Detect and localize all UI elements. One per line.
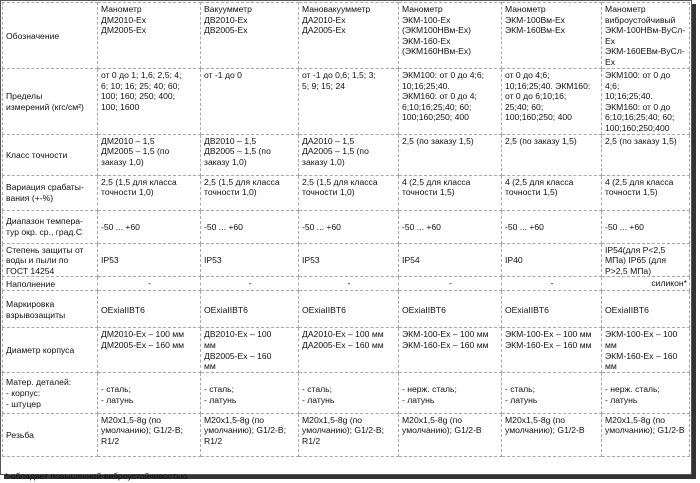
table-row <box>3 175 690 210</box>
table-cell: ЭКМ100: от 0 до 4;6; 10;16;25;40. ЭКМ160: от 0 до 4; 6;10;16;25;40; 60; 100;160;250; 400 <box>399 69 502 135</box>
table-cell: OExiaIIBT6 <box>399 291 502 328</box>
table-cell: ДМ2010-Ех – 100 мм ДМ2005-Ех – 160 мм <box>98 328 201 372</box>
table-cell: - сталь; - латунь <box>201 372 299 413</box>
table-row <box>3 328 690 372</box>
table-cell: -50 ... +60 <box>98 210 201 243</box>
table-row <box>3 413 690 456</box>
table-header-row <box>3 3 690 69</box>
table-cell: OExiaIIBT6 <box>602 291 690 328</box>
table-cell: от -1 до 0 <box>201 69 299 135</box>
table-cell: - нерж. сталь; - латунь <box>399 372 502 413</box>
table-cell: - <box>502 277 602 291</box>
table-cell: -50 ... +60 <box>502 210 602 243</box>
column-header-device: Манометр виброустойчивый ЭКМ-100НВм-ВуСл- Ех ЭКМ-160ЕВм-ВуСл- Ех <box>602 3 690 69</box>
table-cell: от 0 до 1; 1,6; 2,5; 4; 6; 10; 16; 25; 40; 60; 100; 160; 250; 400; 100; 1600 <box>98 69 201 135</box>
table-cell: 2,5 (по заказу 1,5) <box>399 134 502 175</box>
table-cell: OExiaIIBT6 <box>502 291 602 328</box>
table-cell: IP54 <box>399 243 502 277</box>
table-cell: M20x1,5-8g (по умолчанию); G1/2-B; R1/2 <box>98 413 201 456</box>
row-label: Пределы измерений (кгс/см²) <box>3 69 98 135</box>
table-cell: ДВ2010-Ех – 100 мм ДВ2005-Ех – 160 мм <box>201 328 299 372</box>
row-label: Резьба <box>3 413 98 456</box>
table-cell: ЭКМ-100-Ех – 100 мм ЭКМ-160-Ех – 160 мм <box>502 328 602 372</box>
table-cell: -50 ... +60 <box>602 210 690 243</box>
table-cell: M20x1,5-8g (по умолчанию); G1/2-B <box>602 413 690 456</box>
table-cell: ДМ2010 – 1,5 ДМ2005 – 1,5 (по заказу 1,0) <box>98 134 201 175</box>
row-label: Диапазон темпера- тур окр. ср., град.С <box>3 210 98 243</box>
row-label: Маркировка взрывозащиты <box>3 291 98 328</box>
table-cell: 2,5 (1,5 для класса точности 1,0) <box>299 175 399 210</box>
table-cell: IP53 <box>98 243 201 277</box>
column-header-device: Вакуумметр ДВ2010-Ех ДВ2005-Ех <box>201 3 299 69</box>
table-cell: 2,5 (по заказу 1,5) <box>602 134 690 175</box>
table-cell: ЭКМ-100-Ех – 100 мм ЭКМ-160-Ех – 160 мм <box>602 328 690 372</box>
row-label: Матер. деталей: - корпус: - штуцер <box>3 372 98 413</box>
table-cell: - сталь; - латунь <box>98 372 201 413</box>
row-label: Класс точности <box>3 134 98 175</box>
table-row <box>3 134 690 175</box>
table-cell: ДВ2010 – 1,5 ДВ2005 – 1,5 (по заказу 1,0) <box>201 134 299 175</box>
table-cell: IP53 <box>201 243 299 277</box>
table-cell: ЭКМ100: от 0 до 4;6; 10;16;25;40. ЭКМ160: от 0 до 6;10;16;25;40; 60; 100;160;250;400 <box>602 69 690 135</box>
table-cell: от 0 до 4;6; 10;16;25;40. ЭКМ160: от 0 до 6;10;16; 25;40; 60; 100;160;250; 400 <box>502 69 602 135</box>
column-header-device: Манометр ЭКМ-100Вм-Ех ЭКМ-160Вм-Ех <box>502 3 602 69</box>
table-row <box>3 291 690 328</box>
table-cell: ДА2010 – 1,5 ДА2005 – 1,5 (по заказу 1,0) <box>299 134 399 175</box>
table-cell: M20x1,5-8g (по умолчанию); G1/2-B; R1/2 <box>299 413 399 456</box>
table-cell: ДА2010-Ех – 100 мм ДА2005-Ех – 160 мм <box>299 328 399 372</box>
row-label: Диаметр корпуса <box>3 328 98 372</box>
table-cell: IP54(для P<2,5 МПа) IP65 (для P>2,5 МПа) <box>602 243 690 277</box>
table-cell: 4 (2,5 для класса точности 1,5) <box>399 175 502 210</box>
table-cell: 2,5 (1,5 для класса точности 1,0) <box>201 175 299 210</box>
table-cell: - <box>201 277 299 291</box>
table-cell: силикон* <box>602 277 690 291</box>
table-cell: OExiaIIBT6 <box>201 291 299 328</box>
table-cell: -50 ... +60 <box>299 210 399 243</box>
table-row <box>3 210 690 243</box>
table-cell: 2,5 (по заказу 1,5) <box>502 134 602 175</box>
table-cell: - нерж. сталь; - латунь <box>602 372 690 413</box>
table-cell: - <box>98 277 201 291</box>
column-header-device: Мановакуумметр ДА2010-Ех ДА2005-Ех <box>299 3 399 69</box>
table-row <box>3 277 690 291</box>
table-cell: OExiaIIBT6 <box>299 291 399 328</box>
table-cell: IP53 <box>299 243 399 277</box>
spec-table <box>2 2 690 457</box>
table-cell: 2,5 (1,5 для класса точности 1,0) <box>98 175 201 210</box>
table-row <box>3 372 690 413</box>
row-label: Степень защиты от воды и пыли по ГОСТ 14254 <box>3 243 98 277</box>
column-header-device: Манометр ДМ2010-Ех ДМ2005-Ех <box>98 3 201 69</box>
table-cell: 4 (2,5 для класса точности 1,5) <box>502 175 602 210</box>
column-header-device: Манометр ЭКМ-100-Ех (ЭКМ100НВм-Ех) ЭКМ-160-Ех (ЭКМ160НВм-Ех) <box>399 3 502 69</box>
table-cell: - <box>399 277 502 291</box>
row-label: Вариация срабаты- вания (+-%) <box>3 175 98 210</box>
table-row <box>3 69 690 135</box>
table-cell: от -1 до 0,6; 1,5; 3; 5; 9; 15; 24 <box>299 69 399 135</box>
table-cell: - сталь; - латунь <box>299 372 399 413</box>
table-cell: OExiaIIBT6 <box>98 291 201 328</box>
table-cell: - <box>299 277 399 291</box>
table-cell: ЭКМ-100-Ех – 100 мм ЭКМ-160-Ех – 160 мм <box>399 328 502 372</box>
table-cell: M20x1,5-8g (по умолчанию); G1/2-B <box>399 413 502 456</box>
table-cell: M20x1,5-8g (по умолчанию); G1/2-B <box>502 413 602 456</box>
table-cell: IP40 <box>502 243 602 277</box>
table-cell: -50 ... +60 <box>399 210 502 243</box>
table-cell: 4 (2,5 для класса точности 1,5) <box>602 175 690 210</box>
footnote: * обладает повышенной виброустойчивостью <box>5 471 188 481</box>
table-cell: M20x1,5-8g (по умолчанию); G1/2-B; R1/2 <box>201 413 299 456</box>
table-cell: -50 ... +60 <box>201 210 299 243</box>
table-row <box>3 243 690 277</box>
row-label: Наполнение <box>3 277 98 291</box>
column-header-designation: Обозначение <box>3 3 98 69</box>
table-cell: - сталь; - латунь <box>502 372 602 413</box>
